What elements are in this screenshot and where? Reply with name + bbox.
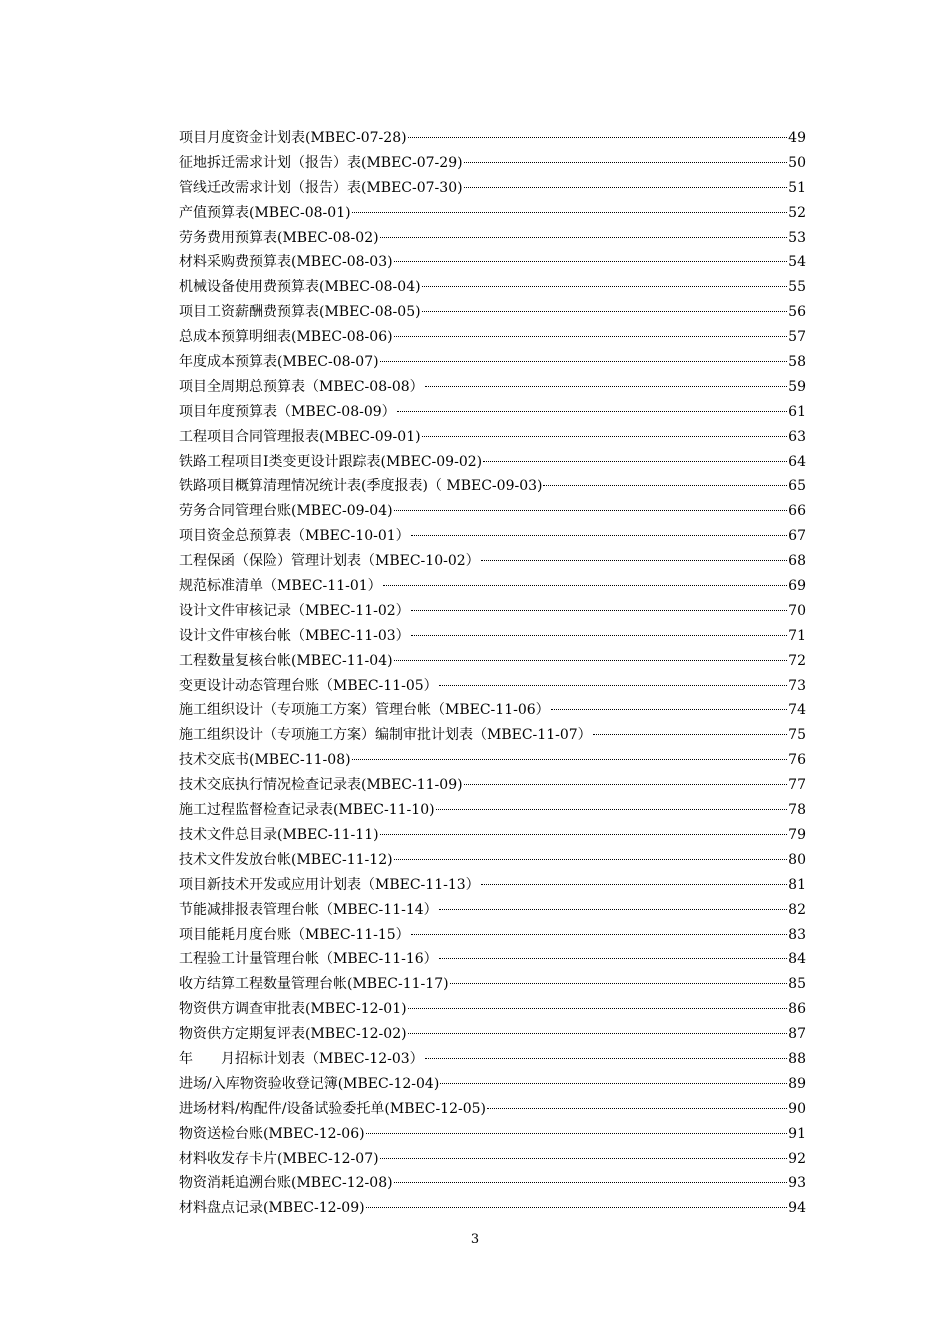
toc-dot-leader [411, 535, 788, 536]
toc-entry-title: 项目全周期总预算表（MBEC-08-08） [179, 378, 424, 395]
toc-entry-page-number: 76 [788, 752, 806, 769]
toc-entry-page-number: 80 [788, 851, 806, 868]
toc-entry[interactable] [179, 375, 806, 400]
toc-entry[interactable] [179, 226, 806, 251]
toc-entry-page-number: 61 [788, 403, 806, 420]
toc-dot-leader [366, 1207, 788, 1208]
toc-entry-page-number: 67 [788, 528, 806, 545]
toc-dot-leader [352, 212, 788, 213]
toc-entry[interactable] [179, 649, 806, 674]
toc-dot-leader [380, 834, 788, 835]
toc-entry-title: 物资消耗追溯台账(MBEC-12-08) [179, 1175, 393, 1192]
toc-entry-page-number: 63 [788, 428, 806, 445]
toc-entry-page-number: 94 [788, 1200, 806, 1217]
toc-entry[interactable] [179, 1147, 806, 1172]
toc-entry[interactable] [179, 1171, 806, 1196]
toc-dot-leader [439, 685, 788, 686]
toc-entry-page-number: 84 [788, 951, 806, 968]
toc-entry-title: 物资供方定期复评表(MBEC-12-02) [179, 1026, 407, 1043]
toc-dot-leader [425, 1058, 788, 1059]
toc-entry[interactable] [179, 151, 806, 176]
toc-dot-leader [411, 610, 788, 611]
toc-dot-leader [483, 461, 787, 462]
toc-entry-title: 节能减排报表管理台帐（MBEC-11-14） [179, 901, 438, 918]
toc-entry-title: 总成本预算明细表(MBEC-08-06) [179, 329, 393, 346]
toc-dot-leader [439, 909, 788, 910]
toc-dot-leader [411, 635, 788, 636]
toc-dot-leader [440, 1083, 787, 1084]
toc-entry-page-number: 50 [788, 154, 806, 171]
toc-dot-leader [394, 1182, 788, 1183]
toc-entry-title: 工程保函（保险）管理计划表（MBEC-10-02） [179, 553, 480, 570]
toc-entry-page-number: 91 [788, 1125, 806, 1142]
toc-entry-page-number: 69 [788, 578, 806, 595]
toc-entry[interactable] [179, 250, 806, 275]
toc-dot-leader [464, 784, 788, 785]
toc-entry[interactable] [179, 599, 806, 624]
toc-entry-page-number: 72 [788, 652, 806, 669]
toc-entry[interactable] [179, 773, 806, 798]
toc-entry-page-number: 70 [788, 602, 806, 619]
toc-entry[interactable] [179, 723, 806, 748]
toc-entry-page-number: 88 [788, 1050, 806, 1067]
toc-entry-title: 项目年度预算表（MBEC-08-09） [179, 403, 396, 420]
toc-entry-page-number: 65 [788, 478, 806, 495]
toc-entry-title: 材料盘点记录(MBEC-12-09) [179, 1200, 365, 1217]
toc-entry[interactable] [179, 823, 806, 848]
toc-dot-leader [543, 485, 787, 486]
toc-dot-leader [425, 386, 788, 387]
toc-entry[interactable] [179, 400, 806, 425]
toc-entry[interactable] [179, 798, 806, 823]
toc-dot-leader [408, 1008, 788, 1009]
toc-entry-page-number: 87 [788, 1026, 806, 1043]
toc-entry-page-number: 82 [788, 901, 806, 918]
toc-entry[interactable] [179, 1097, 806, 1122]
toc-entry-page-number: 78 [788, 802, 806, 819]
toc-entry[interactable] [179, 450, 806, 475]
toc-entry[interactable] [179, 1196, 806, 1221]
toc-dot-leader [394, 510, 788, 511]
toc-entry-page-number: 74 [788, 702, 806, 719]
toc-dot-leader [394, 261, 788, 262]
toc-dot-leader [464, 187, 788, 188]
toc-entry[interactable] [179, 1022, 806, 1047]
toc-entry[interactable] [179, 848, 806, 873]
toc-entry-page-number: 75 [788, 727, 806, 744]
toc-dot-leader [408, 137, 788, 138]
toc-entry[interactable] [179, 126, 806, 151]
toc-entry[interactable] [179, 748, 806, 773]
toc-entry-page-number: 53 [788, 229, 806, 246]
toc-entry-title: 机械设备使用费预算表(MBEC-08-04) [179, 279, 421, 296]
toc-entry-title: 物资送检台账(MBEC-12-06) [179, 1125, 365, 1142]
toc-entry-page-number: 49 [788, 130, 806, 146]
toc-dot-leader [422, 311, 788, 312]
toc-entry-title: 收方结算工程数量管理台帐(MBEC-11-17) [179, 976, 449, 993]
toc-entry-title: 变更设计动态管理台账（MBEC-11-05） [179, 677, 438, 694]
toc-entry-title: 年 月招标计划表（MBEC-12-03） [179, 1050, 424, 1067]
toc-entry-title: 技术文件总目录(MBEC-11-11) [179, 826, 379, 843]
toc-entry-page-number: 93 [788, 1175, 806, 1192]
toc-dot-leader [464, 162, 788, 163]
toc-entry-title: 管线迁改需求计划（报告）表(MBEC-07-30) [179, 179, 463, 196]
toc-dot-leader [394, 660, 788, 661]
toc-entry-title: 劳务费用预算表(MBEC-08-02) [179, 229, 379, 246]
toc-entry-page-number: 54 [788, 254, 806, 271]
toc-entry-title: 工程项目合同管理报表(MBEC-09-01) [179, 428, 421, 445]
toc-entry-title: 技术文件发放台帐(MBEC-11-12) [179, 851, 393, 868]
toc-dot-leader [380, 1158, 788, 1159]
toc-entry[interactable] [179, 300, 806, 325]
toc-entry-page-number: 92 [788, 1150, 806, 1167]
toc-entry-title: 工程验工计量管理台帐（MBEC-11-16） [179, 951, 438, 968]
toc-entry[interactable] [179, 549, 806, 574]
toc-entry[interactable] [179, 201, 806, 226]
toc-entry[interactable] [179, 923, 806, 948]
toc-entry-title: 设计文件审核记录（MBEC-11-02） [179, 602, 410, 619]
toc-entry[interactable] [179, 873, 806, 898]
toc-dot-leader [593, 734, 788, 735]
toc-entry-title: 物资供方调查审批表(MBEC-12-01) [179, 1001, 407, 1018]
toc-entry-page-number: 66 [788, 503, 806, 520]
toc-entry[interactable] [179, 499, 806, 524]
toc-entry-page-number: 55 [788, 279, 806, 296]
toc-entry[interactable] [179, 898, 806, 923]
toc-entry-title: 工程数量复核台帐(MBEC-11-04) [179, 652, 393, 669]
toc-entry-page-number: 56 [788, 304, 806, 321]
toc-dot-leader [408, 1033, 788, 1034]
toc-entry-page-number: 58 [788, 354, 806, 371]
toc-entry[interactable] [179, 698, 806, 723]
toc-entry-title: 项目月度资金计划表(MBEC-07-28) [179, 130, 407, 146]
toc-entry-page-number: 79 [788, 826, 806, 843]
toc-entry[interactable] [179, 997, 806, 1022]
toc-entry[interactable] [179, 947, 806, 972]
toc-dot-leader [394, 859, 788, 860]
toc-dot-leader [352, 759, 788, 760]
toc-dot-leader [422, 286, 788, 287]
table-of-contents [179, 126, 806, 1221]
toc-entry-page-number: 52 [788, 204, 806, 221]
toc-entry-title: 征地拆迁需求计划（报告）表(MBEC-07-29) [179, 154, 463, 171]
toc-dot-leader [481, 560, 788, 561]
toc-entry-page-number: 83 [788, 926, 806, 943]
toc-dot-leader [394, 336, 788, 337]
toc-dot-leader [436, 809, 788, 810]
toc-entry-page-number: 71 [788, 627, 806, 644]
toc-dot-leader [450, 983, 788, 984]
toc-entry-title: 技术交底书(MBEC-11-08) [179, 752, 351, 769]
toc-entry[interactable] [179, 1047, 806, 1072]
toc-dot-leader [411, 934, 788, 935]
toc-entry-title: 施工组织设计（专项施工方案）编制审批计划表（MBEC-11-07） [179, 727, 592, 744]
toc-entry-page-number: 90 [788, 1100, 806, 1117]
toc-entry-title: 施工组织设计（专项施工方案）管理台帐（MBEC-11-06） [179, 702, 550, 719]
toc-dot-leader [481, 884, 788, 885]
toc-entry[interactable] [179, 474, 806, 499]
toc-entry[interactable] [179, 350, 806, 375]
toc-entry-title: 材料采购费预算表(MBEC-08-03) [179, 254, 393, 271]
toc-entry[interactable] [179, 425, 806, 450]
toc-dot-leader [551, 709, 788, 710]
toc-dot-leader [439, 958, 788, 959]
page-number: 3 [470, 1232, 480, 1247]
toc-entry-title: 产值预算表(MBEC-08-01) [179, 204, 351, 221]
toc-entry-title: 铁路工程项目Ⅰ类变更设计跟踪表(MBEC-09-02) [179, 453, 483, 470]
toc-entry-title: 年度成本预算表(MBEC-08-07) [179, 354, 379, 371]
toc-dot-leader [487, 1108, 787, 1109]
toc-entry-title: 铁路项目概算清理情况统计表(季度报表)（ MBEC-09-03) [179, 478, 543, 495]
toc-entry-title: 项目能耗月度台账（MBEC-11-15） [179, 926, 410, 943]
toc-entry-title: 项目新技术开发或应用计划表（MBEC-11-13） [179, 876, 480, 893]
toc-dot-leader [380, 361, 788, 362]
toc-entry-page-number: 59 [788, 378, 806, 395]
toc-entry-title: 进场/入库物资验收登记簿(MBEC-12-04) [179, 1075, 440, 1092]
toc-entry-title: 规范标准清单（MBEC-11-01） [179, 578, 382, 595]
toc-entry-title: 项目工资薪酬费预算表(MBEC-08-05) [179, 304, 421, 321]
toc-entry[interactable] [179, 176, 806, 201]
toc-entry-page-number: 81 [788, 876, 806, 893]
toc-entry[interactable] [179, 972, 806, 997]
toc-entry[interactable] [179, 325, 806, 350]
toc-dot-leader [422, 436, 788, 437]
toc-entry-title: 项目资金总预算表（MBEC-10-01） [179, 528, 410, 545]
toc-dot-leader [383, 585, 788, 586]
toc-entry-title: 设计文件审核台帐（MBEC-11-03） [179, 627, 410, 644]
toc-entry[interactable] [179, 1072, 806, 1097]
toc-entry-page-number: 51 [788, 179, 806, 196]
toc-entry-title: 劳务合同管理台账(MBEC-09-04) [179, 503, 393, 520]
toc-dot-leader [366, 1133, 788, 1134]
toc-dot-leader [380, 237, 788, 238]
toc-entry-page-number: 86 [788, 1001, 806, 1018]
toc-entry[interactable] [179, 624, 806, 649]
toc-entry-page-number: 89 [788, 1075, 806, 1092]
toc-entry-page-number: 68 [788, 553, 806, 570]
toc-entry[interactable] [179, 574, 806, 599]
toc-entry-page-number: 73 [788, 677, 806, 694]
toc-entry-page-number: 64 [788, 453, 806, 470]
toc-entry[interactable] [179, 275, 806, 300]
toc-entry[interactable] [179, 674, 806, 699]
toc-dot-leader [397, 411, 788, 412]
toc-entry[interactable] [179, 1122, 806, 1147]
toc-entry[interactable] [179, 524, 806, 549]
toc-entry-title: 材料收发存卡片(MBEC-12-07) [179, 1150, 379, 1167]
toc-entry-page-number: 77 [788, 777, 806, 794]
toc-entry-page-number: 57 [788, 329, 806, 346]
toc-entry-title: 技术交底执行情况检查记录表(MBEC-11-09) [179, 777, 463, 794]
toc-entry-title: 进场材料/构配件/设备试验委托单(MBEC-12-05) [179, 1100, 487, 1117]
toc-entry-title: 施工过程监督检查记录表(MBEC-11-10) [179, 802, 435, 819]
toc-entry-page-number: 85 [788, 976, 806, 993]
